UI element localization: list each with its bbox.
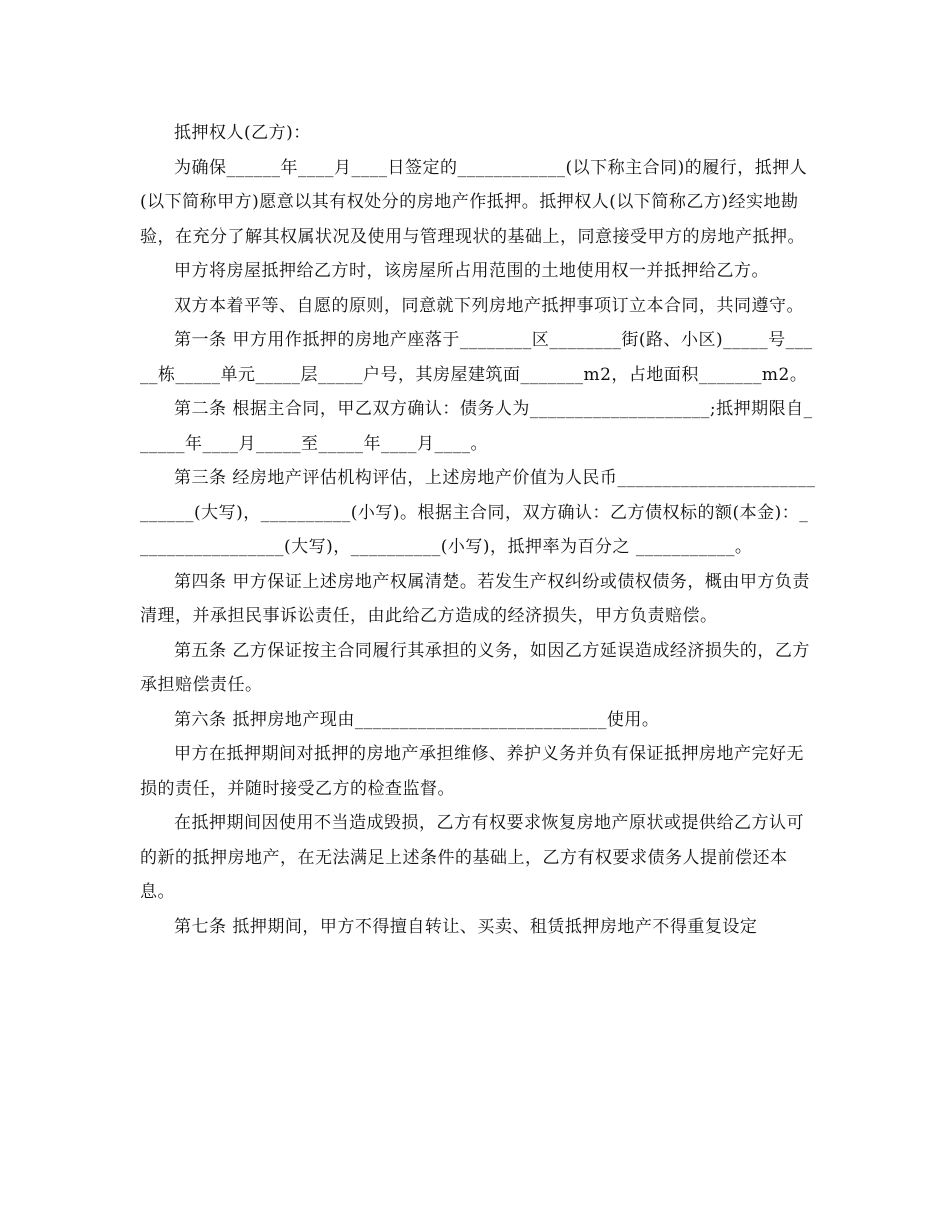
paragraph-preamble: 为确保______年____月____日签定的____________(以下称主合同)的履行，抵押人(以下简称甲方)愿意以其有权处分的房地产作抵押。抵押权人(以下简称乙方)经实地勘验，在充分了解其权属状况及使用与管理现状的基础上，同意接受甲方的房地产抵押。 bbox=[140, 157, 808, 247]
paragraph-article-3: 第三条 经房地产评估机构评估，上述房地产价值为人民币____________________________(大写)，__________(小写)。根据主合同，双方确认：乙方债权标的额(本金)：_________________(大写)，__________(小写)，抵押率为百分之 ___________。 bbox=[140, 468, 816, 557]
paragraph-article-5: 第五条 乙方保证按主合同履行其承担的义务，如因乙方延误造成经济损失的，乙方承担赔偿责任。 bbox=[140, 640, 810, 695]
paragraph-principles: 双方本着平等、自愿的原则，同意就下列房地产抵押事项订立本合同，共同遵守。 bbox=[174, 295, 804, 316]
paragraph-article-7: 第七条 抵押期间，甲方不得擅自转让、买卖、租赁抵押房地产不得重复设定 bbox=[174, 916, 758, 937]
paragraph-article-6: 第六条 抵押房地产现由____________________________使用。 bbox=[174, 709, 660, 730]
paragraph-article-4: 第四条 甲方保证上述房地产权属清楚。若发生产权纠纷或债权债务，概由甲方负责清理，并承担民事诉讼责任，由此给乙方造成的经济损失，甲方负责赔偿。 bbox=[140, 571, 810, 626]
document-body bbox=[140, 116, 816, 944]
paragraph-maintenance: 甲方在抵押期间对抵押的房地产承担维修、养护义务并负有保证抵押房地产完好无损的责任，并随时接受乙方的检查监督。 bbox=[140, 744, 804, 799]
paragraph-mortgagee-heading: 抵押权人(乙方)： bbox=[174, 123, 311, 143]
paragraph-article-1: 第一条 甲方用作抵押的房地产座落于________区________街(路、小区)_____号_____栋_____单元_____层_____户号，其房屋建筑面_______m2，占地面积_______m2。 bbox=[140, 330, 813, 385]
paragraph-damage: 在抵押期间因使用不当造成毁损，乙方有权要求恢复房地产原状或提供给乙方认可的新的抵押房地产，在无法满足上述条件的基础上，乙方有权要求债务人提前偿还本息。 bbox=[140, 813, 804, 902]
paragraph-article-2: 第二条 根据主合同，甲乙双方确认：债务人为____________________;抵押期限自______年____月_____至_____年____月____。 bbox=[140, 399, 813, 454]
paragraph-land-use-right: 甲方将房屋抵押给乙方时，该房屋所占用范围的土地使用权一并抵押给乙方。 bbox=[174, 261, 769, 281]
